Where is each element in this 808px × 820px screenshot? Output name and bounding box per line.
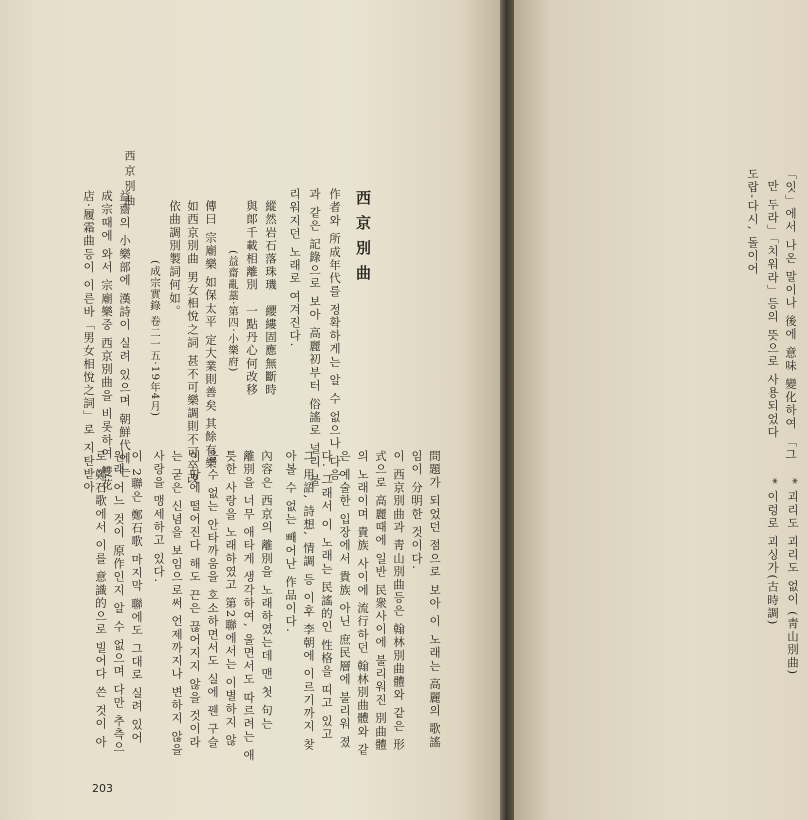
body-lower-line-13: 을 수 없는 안타까움을 호소하면서도 실에 꿴 구슬 <box>206 450 220 749</box>
body-lower-line-10: 內容은 西京의 離別을 노래하였는데 맨 첫 句는 <box>260 450 274 731</box>
right-upper-line-3: 도랍-다시, 돌이어 <box>746 168 760 276</box>
right-note-2: * 이렁로 괴싱가(古時調) <box>766 478 780 626</box>
running-head: 西京別曲 <box>123 150 136 210</box>
poem-line-2: 與郞千載相離別 一點丹心何改移 <box>245 200 259 397</box>
book-gutter <box>500 0 514 820</box>
poem-source: (益齋亂藁·第四·小樂府) <box>227 250 239 373</box>
right-upper-line-2: 만 두라」「치워라」등의 뜻으로 사용되었다 <box>766 180 780 439</box>
right-upper-line-1: 「잇」에서 나온 말이나 後에 意味 變化하여 「그 <box>784 168 798 462</box>
body-lower-line-8: 그 用語, 詩想, 情調 등 이후 李朝에 이르기까지 찾 <box>302 450 316 752</box>
body-lower-line-2: 임이 分明한 것이다. <box>410 450 424 571</box>
body-upper-line-2: 成宗때에 와서 宗廟樂중 西京別曲을 비롯하여 雙花 <box>100 190 114 492</box>
body-upper-line-1: 益齋의 小樂部에 漢詩이 실려 있으며 朝鮮代에는 <box>118 190 132 479</box>
body-lower-line-9: 아볼 수 없는 빼어난 作品이다. <box>284 450 298 634</box>
body-lower-line-4: 式으로 高麗때에 일반 民衆사이에 불리워진 別曲體 <box>374 450 388 752</box>
body-lower-line-17: 이 2聯은 鄭石歌 마지막 聯에도 그대로 실려 있어 <box>130 450 144 745</box>
body-lower-line-1: 問題가 되었던 점으로 보아 이 노래는 高麗의 歌謠 <box>428 450 442 749</box>
record-line-3: 依曲調別製詞何如。 <box>168 200 182 318</box>
body-lower-line-15: 는 굳은 신념을 보임으로써 언제까지나 변하지 않을 <box>170 450 184 757</box>
record-line-2: 如西京別曲 男女相悅之詞 甚不可樂調則不可卒改 <box>186 200 200 486</box>
right-note-1: * 괴리도 괴리도 없이 (靑山別曲) <box>786 478 800 676</box>
body-lower-line-16: 사랑을 맹세하고 있다. <box>152 450 166 584</box>
body-lower-line-14: 이 땅에 떨어진다 해도 끈은 끊어지지 않을 것이라 <box>188 450 202 749</box>
record-source: (成宗實錄 卷二一五·19年4月) <box>149 260 161 417</box>
body-lower-line-11: 離別을 너무 애타게 생각하여, 울면서도 따르려는 애 <box>242 450 256 762</box>
body-lower-line-7: 다. 그래서 이 노래는 民謠的인 性格을 띠고 있고 <box>320 450 334 741</box>
body-lower-line-6: 은 예술한 입장에서 貴族 아닌 庶民層에 불리워 졌 <box>338 450 352 749</box>
intro-line-3: 리워지던 노래로 여겨진다. <box>288 188 302 348</box>
page-number: 203 <box>92 782 113 795</box>
section-title: 西京別曲 <box>354 190 372 290</box>
body-lower-line-12: 틋한 사랑을 노래하였고 第2聯에서는 이별하지 않 <box>224 450 238 748</box>
right-page <box>514 0 808 820</box>
body-lower-line-19: 로 鄭石歌에서 이를 意識的으로 빌어다 쓴 것이 아 <box>94 450 108 749</box>
body-lower-line-5: 의 노래이며 貴族 사이에 流行하던 翰林別曲體와 같 <box>356 450 370 757</box>
body-upper-line-3: 店·履霜曲등이 이른바「男女相悅之詞」로 지탄받아 <box>82 190 96 494</box>
intro-line-1: 作者와 所成年代를 정확하게는 알 수 없으나 다음 <box>328 188 342 482</box>
poem-line-1: 縱然岩石落珠璣 纓縷固應無斷時 <box>264 200 278 397</box>
body-lower-line-3: 이 西京別曲과 靑山別曲등은 翰林別曲體와 같은 形 <box>392 450 406 752</box>
intro-line-2: 과 같은 記錄으로 보아 高麗初부터 俗謠로 널리 불 <box>308 188 322 487</box>
body-lower-line-18: 원래 어느 것이 原作인지 알 수 없으며 다만 추측으 <box>112 450 126 755</box>
record-line-1: 傳曰 宗廟樂 如保太平 定大業則善矣 其餘有樂 <box>204 200 218 470</box>
